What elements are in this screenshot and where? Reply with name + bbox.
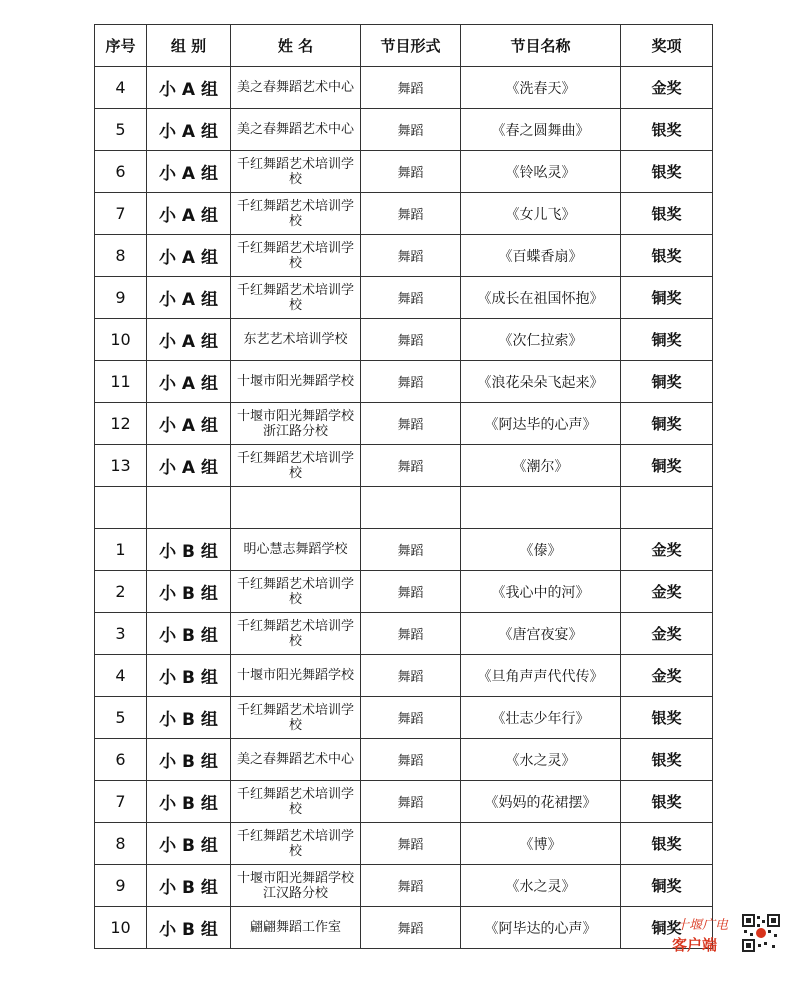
cell-form: 舞蹈 <box>361 151 461 193</box>
table-row <box>95 781 713 823</box>
cell-name: 千红舞蹈艺术培训学校 <box>231 823 361 865</box>
cell-group: 小 A 组 <box>147 67 231 109</box>
cell-form: 舞蹈 <box>361 361 461 403</box>
cell-name: 十堰市阳光舞蹈学校 <box>231 361 361 403</box>
group-a-rows <box>95 67 713 487</box>
cell-award: 银奖 <box>621 697 713 739</box>
cell-no: 1 <box>95 529 147 571</box>
cell-award: 银奖 <box>621 193 713 235</box>
table-row <box>95 151 713 193</box>
table-row <box>95 277 713 319</box>
cell-title: 《博》 <box>461 823 621 865</box>
cell-title: 《傣》 <box>461 529 621 571</box>
cell-name: 千红舞蹈艺术培训学校 <box>231 781 361 823</box>
table-row <box>95 865 713 907</box>
cell-award: 银奖 <box>621 109 713 151</box>
table-row <box>95 361 713 403</box>
cell-no: 7 <box>95 781 147 823</box>
cell-name: 千红舞蹈艺术培训学校 <box>231 277 361 319</box>
cell-title: 《潮尔》 <box>461 445 621 487</box>
cell-award: 铜奖 <box>621 361 713 403</box>
table-row <box>95 109 713 151</box>
cell-form: 舞蹈 <box>361 67 461 109</box>
watermark-brand: 十堰广电 <box>676 918 729 933</box>
cell-name: 东艺艺术培训学校 <box>231 319 361 361</box>
cell-name: 千红舞蹈艺术培训学校 <box>231 193 361 235</box>
cell-group: 小 B 组 <box>147 865 231 907</box>
cell-title: 《壮志少年行》 <box>461 697 621 739</box>
cell-no: 3 <box>95 613 147 655</box>
spacer-section <box>95 487 713 529</box>
cell-name: 明心慧志舞蹈学校 <box>231 529 361 571</box>
cell-group: 小 A 组 <box>147 151 231 193</box>
cell-group: 小 A 组 <box>147 403 231 445</box>
table-row <box>95 67 713 109</box>
header-row <box>95 25 713 67</box>
table-row <box>95 739 713 781</box>
cell-form: 舞蹈 <box>361 781 461 823</box>
cell-name: 美之春舞蹈艺术中心 <box>231 739 361 781</box>
cell-name: 千红舞蹈艺术培训学校 <box>231 151 361 193</box>
cell-form: 舞蹈 <box>361 277 461 319</box>
results-table <box>94 24 713 949</box>
cell-form: 舞蹈 <box>361 655 461 697</box>
watermark <box>668 914 792 960</box>
cell-group: 小 A 组 <box>147 319 231 361</box>
cell-title: 《阿达毕的心声》 <box>461 403 621 445</box>
cell-award: 银奖 <box>621 235 713 277</box>
cell-name: 千红舞蹈艺术培训学校 <box>231 445 361 487</box>
cell-title: 《旦角声声代代传》 <box>461 655 621 697</box>
watermark-label: 客户端 <box>672 936 718 954</box>
cell-award: 铜奖 <box>621 865 713 907</box>
cell-title: 《百蝶香扇》 <box>461 235 621 277</box>
cell-no: 8 <box>95 235 147 277</box>
cell-group: 小 B 组 <box>147 697 231 739</box>
cell-award: 金奖 <box>621 529 713 571</box>
cell-award: 铜奖 <box>621 319 713 361</box>
header-title: 节目名称 <box>461 25 621 67</box>
cell-no: 7 <box>95 193 147 235</box>
cell-award: 金奖 <box>621 67 713 109</box>
table-row <box>95 697 713 739</box>
header-no: 序号 <box>95 25 147 67</box>
cell-title: 《次仁拉索》 <box>461 319 621 361</box>
cell-award: 铜奖 <box>621 403 713 445</box>
table-row <box>95 235 713 277</box>
cell-form: 舞蹈 <box>361 403 461 445</box>
qr-code-icon <box>742 914 780 952</box>
cell-form: 舞蹈 <box>361 319 461 361</box>
cell-no: 12 <box>95 403 147 445</box>
table-row <box>95 613 713 655</box>
cell-group: 小 B 组 <box>147 739 231 781</box>
cell-no: 4 <box>95 67 147 109</box>
cell-form: 舞蹈 <box>361 235 461 277</box>
cell-no: 11 <box>95 361 147 403</box>
cell-no: 8 <box>95 823 147 865</box>
cell-title: 《水之灵》 <box>461 739 621 781</box>
cell-award: 金奖 <box>621 655 713 697</box>
cell-form: 舞蹈 <box>361 613 461 655</box>
cell-award: 金奖 <box>621 613 713 655</box>
cell-name: 千红舞蹈艺术培训学校 <box>231 613 361 655</box>
header-name: 姓 名 <box>231 25 361 67</box>
cell-title: 《妈妈的花裙摆》 <box>461 781 621 823</box>
cell-group: 小 A 组 <box>147 109 231 151</box>
cell-group: 小 A 组 <box>147 445 231 487</box>
cell-no: 6 <box>95 739 147 781</box>
group-b-rows <box>95 529 713 949</box>
table-row <box>95 529 713 571</box>
cell-title: 《铃吆灵》 <box>461 151 621 193</box>
table-row <box>95 655 713 697</box>
cell-name: 千红舞蹈艺术培训学校 <box>231 697 361 739</box>
cell-award: 银奖 <box>621 781 713 823</box>
cell-name: 十堰市阳光舞蹈学校浙江路分校 <box>231 403 361 445</box>
cell-form: 舞蹈 <box>361 571 461 613</box>
cell-name: 千红舞蹈艺术培训学校 <box>231 235 361 277</box>
cell-no: 13 <box>95 445 147 487</box>
cell-no: 4 <box>95 655 147 697</box>
cell-award: 铜奖 <box>621 445 713 487</box>
cell-group: 小 A 组 <box>147 277 231 319</box>
cell-form: 舞蹈 <box>361 823 461 865</box>
cell-group: 小 A 组 <box>147 235 231 277</box>
cell-no: 2 <box>95 571 147 613</box>
cell-title: 《春之圆舞曲》 <box>461 109 621 151</box>
cell-group: 小 B 组 <box>147 571 231 613</box>
cell-name: 十堰市阳光舞蹈学校江汉路分校 <box>231 865 361 907</box>
cell-group: 小 A 组 <box>147 361 231 403</box>
cell-award: 金奖 <box>621 571 713 613</box>
cell-name: 翩翩舞蹈工作室 <box>231 907 361 949</box>
cell-form: 舞蹈 <box>361 907 461 949</box>
cell-group: 小 B 组 <box>147 655 231 697</box>
table-row <box>95 571 713 613</box>
cell-title: 《阿毕达的心声》 <box>461 907 621 949</box>
cell-name: 十堰市阳光舞蹈学校 <box>231 655 361 697</box>
cell-no: 5 <box>95 109 147 151</box>
cell-no: 6 <box>95 151 147 193</box>
cell-form: 舞蹈 <box>361 109 461 151</box>
cell-no: 10 <box>95 319 147 361</box>
header-award: 奖项 <box>621 25 713 67</box>
cell-form: 舞蹈 <box>361 739 461 781</box>
header-group: 组 别 <box>147 25 231 67</box>
table-row <box>95 823 713 865</box>
cell-group: 小 B 组 <box>147 613 231 655</box>
cell-group: 小 B 组 <box>147 781 231 823</box>
table-row <box>95 319 713 361</box>
cell-award: 铜奖 <box>621 907 713 949</box>
cell-group: 小 B 组 <box>147 529 231 571</box>
table-row <box>95 445 713 487</box>
table-row <box>95 193 713 235</box>
cell-title: 《女儿飞》 <box>461 193 621 235</box>
cell-title: 《浪花朵朵飞起来》 <box>461 361 621 403</box>
cell-form: 舞蹈 <box>361 697 461 739</box>
cell-award: 银奖 <box>621 739 713 781</box>
table-row <box>95 403 713 445</box>
cell-group: 小 B 组 <box>147 823 231 865</box>
cell-title: 《我心中的河》 <box>461 571 621 613</box>
cell-award: 银奖 <box>621 823 713 865</box>
cell-award: 银奖 <box>621 151 713 193</box>
cell-no: 10 <box>95 907 147 949</box>
cell-form: 舞蹈 <box>361 529 461 571</box>
cell-title: 《水之灵》 <box>461 865 621 907</box>
cell-title: 《唐宫夜宴》 <box>461 613 621 655</box>
cell-group: 小 B 组 <box>147 907 231 949</box>
cell-no: 5 <box>95 697 147 739</box>
header-form: 节目形式 <box>361 25 461 67</box>
cell-award: 铜奖 <box>621 277 713 319</box>
cell-name: 千红舞蹈艺术培训学校 <box>231 571 361 613</box>
spacer-row <box>95 487 713 529</box>
cell-title: 《成长在祖国怀抱》 <box>461 277 621 319</box>
cell-name: 美之春舞蹈艺术中心 <box>231 109 361 151</box>
cell-form: 舞蹈 <box>361 193 461 235</box>
cell-no: 9 <box>95 865 147 907</box>
table-row <box>95 907 713 949</box>
cell-form: 舞蹈 <box>361 445 461 487</box>
cell-no: 9 <box>95 277 147 319</box>
cell-group: 小 A 组 <box>147 193 231 235</box>
cell-form: 舞蹈 <box>361 865 461 907</box>
cell-title: 《洗春天》 <box>461 67 621 109</box>
cell-name: 美之春舞蹈艺术中心 <box>231 67 361 109</box>
